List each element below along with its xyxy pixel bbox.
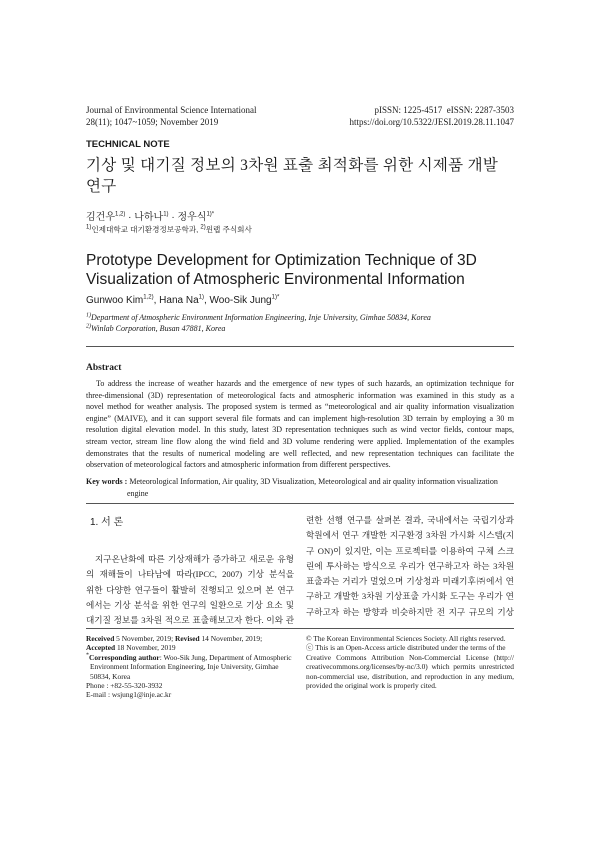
footnote-left [86,634,294,700]
korean-author-1: 김건우 [86,212,115,223]
section-label: TECHNICAL NOTE [86,139,170,150]
body-line: 구 ON)이 있지만, 이는 프로젝터를 이용하여 구체 스크 [306,545,514,556]
korean-author-3: 정우식 [177,212,207,223]
license-line: provided the original work is properly cited. [306,681,437,691]
body-line: 구하고 개발한 3차원 기상표출 가시화 도구는 우리가 연 [306,591,514,602]
english-title [86,251,546,289]
korean-title-line1: 기상 및 대기질 정보의 3차원 표출 최적화를 위한 시제품 개발 [86,157,499,174]
korean-aff1: 인제대학교 대기환경정보공학과, [91,225,201,234]
body-line: 대기질 정보를 3차원 적으로 표출해보고자 한다. 이와 관 [86,615,294,626]
english-authors: Gunwoo Kim$^{1,2)}$, Hana Na$^{1)}$, Woo-Sik Jung$^{1)*}$ [86,294,280,306]
abstract-line: three-dimensional (3D) representation of meteorological facts and atmospheric information was examined in this study as a [86,390,514,400]
license-line: This is an Open-Access article distributed under the terms of the [315,643,506,653]
body-left-column [86,552,294,628]
abstract-line: stream vector, stream line flow along the wind field and 3D volume rendering were applied. Implementation of the examples [86,436,514,446]
body-line: 에서는 기상 분석을 위한 연구의 일환으로 기상 요소 및 [86,599,294,610]
corr-sup: * [86,652,89,659]
korean-affiliations [86,225,252,235]
revised-date: 14 November, 2019; [199,634,263,643]
license-line: non-commercial use, distribution, and reproduction in any medium, [306,671,514,681]
divider-abstract [86,503,514,504]
abstract-line: To address the increase of weather hazards and the emergence of new types of such hazards, an optimization technique for [96,379,514,388]
english-affiliations [86,312,431,334]
english-author-3-sup: 1)* [271,294,280,301]
english-title-line1: Prototype Development for Optimization Technique of 3D [86,252,477,269]
abstract-line: demonstrates that the results of numerical modeling are well reflected, and new representation techniques can facilitate the [86,448,514,458]
corr-line1: : Woo-Sik Jung, Department of Atmospheric [159,652,292,662]
body-line: 구하고자 하는 방향과 비슷하지만 전 지구 규모의 기상 [306,606,514,617]
journal-issue: 28(11); 1047~1059; November 2019 [86,117,219,127]
license-line: creativecommons.org/licenses/by-nc/3.0) which permits unrestricted [306,662,514,672]
corresponding-label: Corresponding author [89,652,160,662]
korean-aff1-sup: 1) [86,224,92,231]
english-author-3: Woo-Sik Jung [209,295,272,306]
english-author-2-sup: 1) [198,294,204,301]
copyright: © The Korean Environmental Sciences Society. All rights reserved. [306,634,506,643]
english-aff2-line [86,323,431,334]
english-aff2-sup: 2) [86,323,91,330]
journal-name: Journal of Environmental Science International [86,105,257,115]
received-date: 5 November, 2019; [114,634,175,643]
license-line: Creative Commons Attribution Non-Commercial License (http:// [306,652,514,662]
accepted-date: 18 November, 2019 [115,643,176,653]
cc-icon: ⓒ [306,643,314,653]
body-line: 학원에서 연구 개발한 지구환경 3차원 가시화 시스템(지 [306,530,514,541]
english-author-1: Gunwoo Kim [86,295,144,306]
english-aff1-sup: 1) [86,312,91,319]
author-separator: · [171,212,175,223]
author-separator: · [128,212,132,223]
abstract-line: novel method for weather analysis. The proposed system is termed as “meteorological and air quality information visualization [86,402,514,412]
abstract-heading: Abstract [86,363,122,373]
divider-footnotes [86,628,514,629]
divider-top [86,346,514,347]
received-label: Received [86,634,115,643]
korean-aff2-sup: 2) [200,224,206,231]
body-line: 련한 선행 연구를 살펴본 결과, 국내에서는 국립기상과 [306,515,514,525]
phone: Phone : +82-55-320-3932 [86,681,163,691]
body-line: 위한 다양한 연구들이 활발히 진행되고 있으며 본 연구 [86,584,294,595]
body-line: 지구온난화에 따른 기상재해가 증가하고 새로운 유형 [95,554,294,564]
english-author-2: Hana Na [159,295,199,306]
issn: pISSN: 1225-4517 eISSN: 2287-3503 [374,105,514,115]
abstract-body [86,378,514,471]
korean-author-2: 나하나 [134,212,164,223]
abstract-line: resolution digital elevation model. In this study, latest 3D representation techniques such as wind vector fields, contour maps, [86,425,514,435]
section-heading: 1. 서 론 [90,517,124,528]
korean-title [86,155,526,197]
english-aff2: Winlab Corporation, Busan 47881, Korea [91,324,226,333]
doi[interactable]: https://doi.org/10.5322/JESI.2019.28.11.1047 [349,117,514,127]
abstract-line: observation of meteorological factors and atmospheric information from different perspectives. [86,460,391,470]
english-aff1: Department of Atmospheric Environment Information Engineering, Inje University, Gimhae 50834, Korea [91,313,431,322]
korean-aff2: 윈랩 주식회사 [205,225,252,234]
english-author-1-sup: 1,2) [143,294,154,301]
journal-header-left [86,104,256,128]
corr-line3: 50834, Korea [90,671,131,681]
english-aff1-line [86,312,431,323]
korean-author-2-sup: 1) [163,211,169,218]
keywords-line1: Meteorological Information, Air quality, 3D Visualization, Meteorological and air quality information visualization [129,477,498,486]
corr-line2: Environment Information Engineering, Inje University, Gimhae [90,662,279,672]
english-title-line2: Visualization of Atmospheric Environmental Information [86,271,465,288]
keywords-line2: engine [127,488,149,498]
body-right-column [306,513,514,620]
body-line: 린에 투사하는 방식으로 우리가 연구하고자 하는 3차원 [306,560,514,571]
footnote-right [306,634,514,690]
korean-author-1-sup: 1,2) [114,211,126,218]
korean-author-3-sup: 1)* [206,211,215,218]
email[interactable]: E-mail : wsjung1@inje.ac.kr [86,690,172,700]
revised-label: Revised [175,634,200,643]
keywords [86,476,514,499]
korean-authors [86,208,214,223]
korean-title-line2: 연구 [86,178,117,195]
body-line: 의 재해들이 나타남에 따라(IPCC, 2007) 기상 분석을 [86,569,294,580]
abstract-line: engine” (MAIVE), and it can support several file formats and can implement high-resolution 3D terrain by employing a 30 m [86,413,514,423]
accepted-label: Accepted [86,643,116,653]
keywords-label: Key words : [86,477,130,486]
journal-header-right [349,104,514,128]
body-line: 표출과는 거리가 멀었으며 기상청과 미래기후㈜에서 연 [306,576,514,587]
